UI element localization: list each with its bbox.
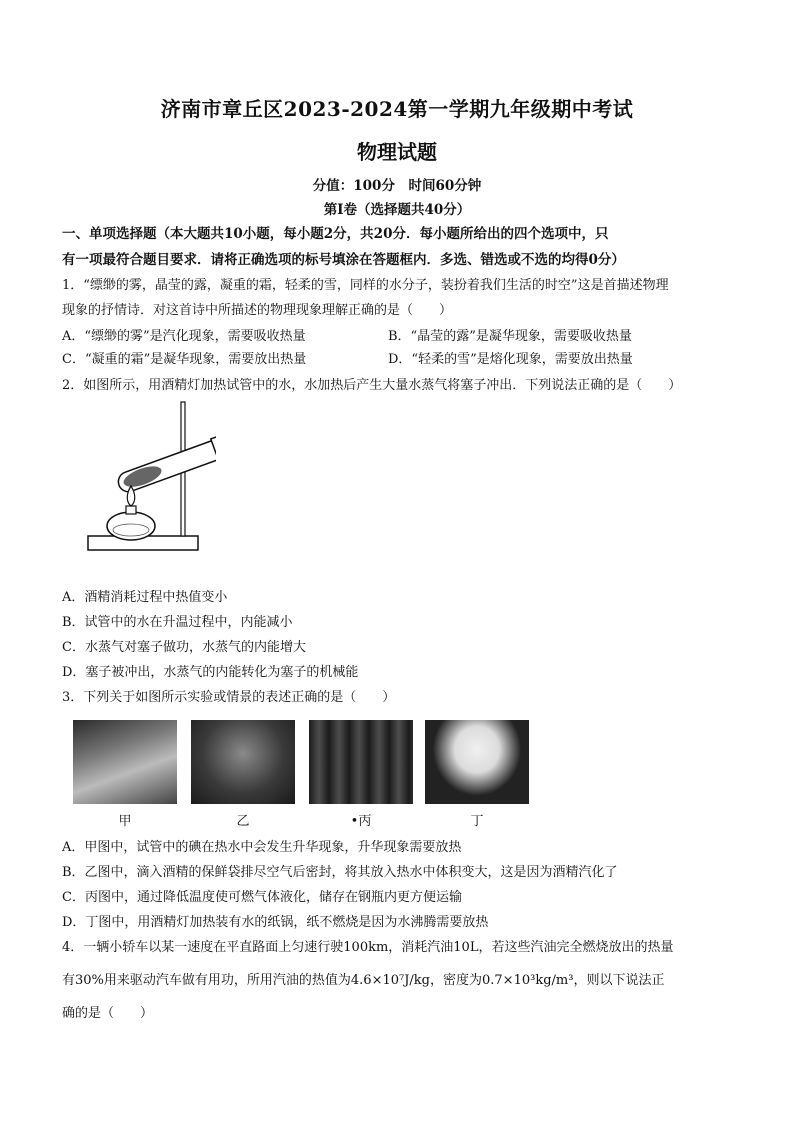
q1-stem-1: 1．“缥缈的雾，晶莹的露，凝重的霜，轻柔的雪，同样的水分子，装扮着我们生活的时空”这是首描述物理 [62, 278, 669, 293]
q2-stem: 2．如图所示，用酒精灯加热试管中的水，水加热后产生大量水蒸气将塞子冲出．下列说法正确的是（ ） [62, 378, 682, 393]
section-instructions-1: 一、单项选择题（本大题共10小题，每小题2分，共20分．每小题所给出的四个选项中，只 [62, 226, 609, 242]
caption-ding: 丁 [470, 814, 484, 829]
section-instructions-2: 有一项最符合题目要求．请将正确选项的标号填涂在答题框内．多选、错选或不选的均得0分） [62, 252, 625, 268]
q3-option-d: D．丁图中，用酒精灯加热装有水的纸锅，纸不燃烧是因为水沸腾需要放热 [62, 915, 489, 930]
q1-option-b: B．“晶莹的露”是凝华现象，需要吸收热量 [388, 329, 632, 344]
photo-bing [309, 720, 413, 804]
q3-stem: 3．下列关于如图所示实验或情景的表述正确的是（ ） [62, 690, 396, 705]
q1-stem-2: 现象的抒情诗．对这首诗中所描述的物理现象理解正确的是（ ） [62, 303, 453, 318]
volume-heading: 第Ⅰ卷（选择题共40分） [323, 202, 471, 218]
exam-meta: 分值：100分 时间60分钟 [312, 178, 482, 194]
photo-yi [191, 720, 295, 804]
q3-option-b: B．乙图中，滴入酒精的保鲜袋排尽空气后密封，将其放入热水中体积变大，这是因为酒精汽化了 [62, 865, 618, 880]
q4-stem-2: 有30%用来驱动汽车做有用功，所用汽油的热值为4.6×10⁷J/kg，密度为0.7×10³kg/m³，则以下说法正 [62, 973, 665, 988]
q1-option-a: A．“缥缈的雾”是汽化现象，需要吸收热量 [62, 329, 306, 344]
caption-jia: 甲 [118, 814, 132, 829]
q4-stem-1: 4．一辆小轿车以某一速度在平直路面上匀速行驶100km，消耗汽油10L，若这些汽油完全燃烧放出的热量 [62, 940, 674, 955]
q2-option-a: A．酒精消耗过程中热值变小 [62, 590, 228, 605]
caption-yi: 乙 [236, 814, 250, 829]
q4-stem-3: 确的是（ ） [62, 1006, 154, 1021]
q3-option-c: C．丙图中，通过降低温度使可燃气体液化，储存在钢瓶内更方便运输 [62, 890, 462, 905]
q3-option-a: A．甲图中，试管中的碘在热水中会发生升华现象，升华现象需要放热 [62, 840, 462, 855]
photo-jia [73, 720, 177, 804]
q2-option-d: D．塞子被冲出，水蒸气的内能转化为塞子的机械能 [62, 665, 359, 680]
q2-option-b: B．试管中的水在升温过程中，内能减小 [62, 615, 293, 630]
q2-option-c: C．水蒸气对塞子做功，水蒸气的内能增大 [62, 640, 306, 655]
q1-option-d: D．“轻柔的雪”是熔化现象，需要放出热量 [388, 352, 633, 367]
photo-ding [425, 720, 529, 804]
q1-option-c: C．“凝重的霜”是凝华现象，需要放出热量 [62, 352, 307, 367]
exam-title: 济南市章丘区2023-2024第一学期九年级期中考试 [160, 97, 634, 121]
alcohol-lamp-test-tube-figure [86, 398, 216, 570]
exam-subtitle: 物理试题 [357, 140, 437, 164]
caption-bing: •丙 [350, 814, 372, 829]
